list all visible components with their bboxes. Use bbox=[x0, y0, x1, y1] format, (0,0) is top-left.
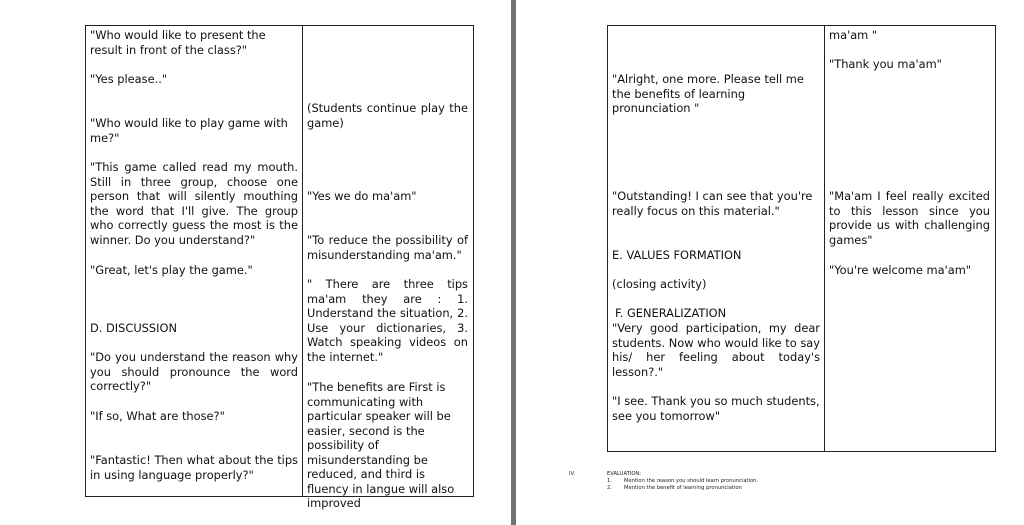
teacher-line: "This game called read my mouth. Still in three group, choose one person that will silently mouthing the word that I'll give. The group who correctly guess the most is the winner. Do you understand?" bbox=[90, 160, 298, 247]
teacher-line: "Very good participation, my dear students. Now who would like to say his/ her feeling about today's lesson?." bbox=[612, 321, 820, 379]
section-heading: D. DISCUSSION bbox=[90, 321, 177, 335]
teacher-line: "If so, What are those?" bbox=[90, 409, 225, 423]
teacher-line: "Yes please.." bbox=[90, 72, 168, 86]
student-line: (Students continue play the game) bbox=[307, 101, 468, 130]
teacher-line: "Do you understand the reason why you should pronounce the word correctly?" bbox=[90, 350, 298, 393]
section-heading: F. GENERALIZATION bbox=[615, 306, 727, 320]
student-line: "Ma'am I feel really excited to this lesson since you provide us with challenging games" bbox=[829, 189, 990, 247]
section-heading: E. VALUES FORMATION bbox=[612, 248, 742, 262]
teacher-line: "I see. Thank you so much students, see you tomorrow" bbox=[612, 394, 820, 423]
student-line: "You're welcome ma'am" bbox=[829, 263, 972, 277]
evaluation-numeral: IV. bbox=[569, 471, 576, 477]
student-line: "To reduce the possibility of misunderstanding ma'am." bbox=[307, 233, 468, 262]
teacher-line: (closing activity) bbox=[612, 277, 707, 291]
evaluation-item-number: 1. bbox=[607, 478, 612, 484]
teacher-line: "Fantastic! Then what about the tips in using language properly?" bbox=[90, 453, 298, 482]
evaluation-heading: EVALUATION: bbox=[607, 471, 642, 477]
student-line: "The benefits are First is communicating with particular speaker will be easier, second is the possibility of misunderstanding be reduced, and third is fluency in langue will also improved bbox=[307, 380, 455, 510]
evaluation-item-text: Mention the reason you should learn pronunciation. bbox=[624, 478, 759, 484]
document-page-right bbox=[516, 0, 1024, 525]
teacher-line: "Alright, one more. Please tell me the benefits of learning pronunciation " bbox=[612, 72, 804, 115]
student-line: "Yes we do ma'am" bbox=[307, 189, 417, 203]
column-divider bbox=[824, 26, 825, 451]
column-divider bbox=[302, 26, 303, 496]
teacher-line: "Who would like to present the result in front of the class?" bbox=[90, 28, 266, 57]
teacher-line: "Outstanding! I can see that you're really focus on this material." bbox=[612, 189, 813, 218]
teacher-line: "Great, let's play the game." bbox=[90, 263, 253, 277]
evaluation-item-text: Mention the benefit of learning pronunciation bbox=[624, 485, 742, 491]
student-line: ma'am " bbox=[829, 28, 878, 42]
student-line: "Thank you ma'am" bbox=[829, 57, 942, 71]
evaluation-item-number: 2. bbox=[607, 485, 612, 491]
student-line: " There are three tips ma'am they are : 1. Understand the situation, 2. Use your dictionaries, 3. Watch speaking videos on the internet." bbox=[307, 277, 468, 364]
teacher-line: "Who would like to play game with me?" bbox=[90, 116, 288, 145]
document-page-left bbox=[0, 0, 511, 525]
